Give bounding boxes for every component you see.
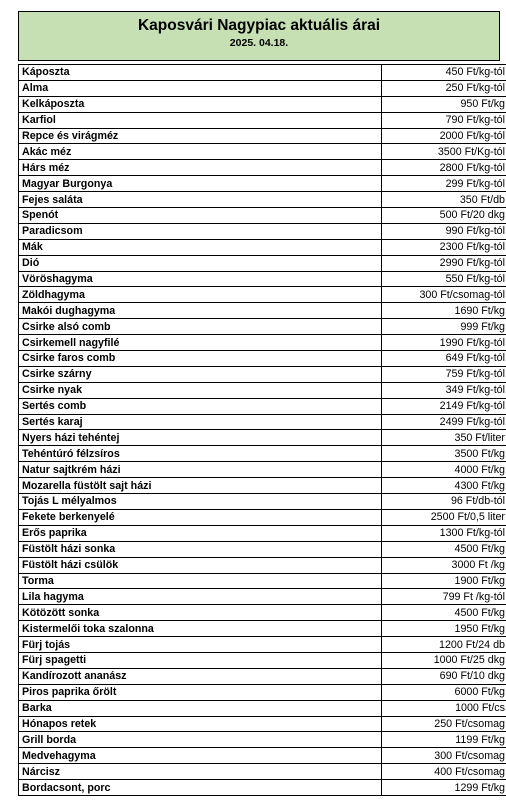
price-table-body <box>19 65 506 796</box>
product-price: 4300 Ft/kg <box>382 478 506 494</box>
product-name: Kandírozott ananász <box>19 668 382 684</box>
product-price: 3500 Ft/Kg-tól <box>382 144 506 160</box>
product-name: Fürj tojás <box>19 637 382 653</box>
product-price: 1199 Ft/kg <box>382 732 506 748</box>
product-price: 1950 Ft/kg <box>382 621 506 637</box>
product-name: Fürj spagetti <box>19 652 382 668</box>
product-name: Mák <box>19 239 382 255</box>
product-price: 4500 Ft/kg <box>382 541 506 557</box>
product-price: 4000 Ft/kg <box>382 462 506 478</box>
table-row <box>19 176 506 192</box>
product-price: 350 Ft/liter <box>382 430 506 446</box>
product-name: Mozarella füstölt sajt házi <box>19 478 382 494</box>
table-row <box>19 764 506 780</box>
table-row <box>19 223 506 239</box>
product-price: 1200 Ft/24 db <box>382 637 506 653</box>
product-price: 6000 Ft/kg <box>382 684 506 700</box>
product-name: Paradicsom <box>19 223 382 239</box>
product-name: Hónapos retek <box>19 716 382 732</box>
price-date: 2025. 04.18. <box>229 37 289 49</box>
product-name: Csirke szárny <box>19 366 382 382</box>
product-price: 299 Ft/kg-tól <box>382 176 506 192</box>
product-price: 3000 Ft /kg <box>382 557 506 573</box>
product-price: 799 Ft /kg-tól <box>382 589 506 605</box>
product-price: 2000 Ft/kg-tól <box>382 128 506 144</box>
table-row <box>19 748 506 764</box>
table-row <box>19 398 506 414</box>
table-row <box>19 351 506 367</box>
table-row <box>19 668 506 684</box>
product-name: Sertés karaj <box>19 414 382 430</box>
product-price: 450 Ft/kg-tól <box>382 65 506 81</box>
page-title: Kaposvári Nagypiac aktuális árai <box>137 17 381 34</box>
table-row <box>19 319 506 335</box>
product-price: 2499 Ft/kg-tól <box>382 414 506 430</box>
product-price: 649 Ft/kg-tól <box>382 351 506 367</box>
product-name: Tehéntúró félzsíros <box>19 446 382 462</box>
product-name: Kelkáposzta <box>19 96 382 112</box>
product-price: 990 Ft/kg-tól <box>382 223 506 239</box>
product-name: Kistermelői toka szalonna <box>19 621 382 637</box>
product-price: 350 Ft/db <box>382 192 506 208</box>
table-row <box>19 144 506 160</box>
table-row <box>19 239 506 255</box>
product-name: Csirke alsó comb <box>19 319 382 335</box>
product-name: Fekete berkenyelé <box>19 509 382 525</box>
table-row <box>19 208 506 224</box>
product-price: 550 Ft/kg-tól <box>382 271 506 287</box>
product-name: Fejes saláta <box>19 192 382 208</box>
product-name: Repce és virágméz <box>19 128 382 144</box>
table-row <box>19 382 506 398</box>
table-row <box>19 525 506 541</box>
table-row <box>19 509 506 525</box>
product-price: 250 Ft/kg-tól <box>382 80 506 96</box>
product-name: Füstölt házi sonka <box>19 541 382 557</box>
product-price: 1299 Ft/kg <box>382 780 506 796</box>
product-name: Zöldhagyma <box>19 287 382 303</box>
table-row <box>19 96 506 112</box>
product-name: Hárs méz <box>19 160 382 176</box>
table-row <box>19 732 506 748</box>
product-name: Vöröshagyma <box>19 271 382 287</box>
table-row <box>19 414 506 430</box>
product-price: 400 Ft/csomag <box>382 764 506 780</box>
table-row <box>19 160 506 176</box>
product-name: Piros paprika őrölt <box>19 684 382 700</box>
product-name: Tojás L mélyalmos <box>19 494 382 510</box>
product-name: Spenót <box>19 208 382 224</box>
table-row <box>19 80 506 96</box>
price-sheet <box>18 11 505 796</box>
product-price: 300 Ft/csomag-tól <box>382 287 506 303</box>
product-name: Káposzta <box>19 65 382 81</box>
table-row <box>19 621 506 637</box>
product-price: 1000 Ft/cs <box>382 700 506 716</box>
table-row <box>19 303 506 319</box>
table-row <box>19 255 506 271</box>
product-name: Alma <box>19 80 382 96</box>
product-name: Grill borda <box>19 732 382 748</box>
product-price: 1000 Ft/25 dkg <box>382 652 506 668</box>
product-name: Kötözött sonka <box>19 605 382 621</box>
product-name: Dió <box>19 255 382 271</box>
table-row <box>19 366 506 382</box>
table-row <box>19 541 506 557</box>
product-price: 349 Ft/kg-tól <box>382 382 506 398</box>
product-price: 759 Ft/kg-tól <box>382 366 506 382</box>
table-row <box>19 684 506 700</box>
product-price: 3500 Ft/kg <box>382 446 506 462</box>
product-price: 96 Ft/db-tól <box>382 494 506 510</box>
product-name: Csirke nyak <box>19 382 382 398</box>
table-row <box>19 271 506 287</box>
product-name: Csirkemell nagyfilé <box>19 335 382 351</box>
product-name: Akác méz <box>19 144 382 160</box>
table-row <box>19 112 506 128</box>
table-row <box>19 430 506 446</box>
product-name: Barka <box>19 700 382 716</box>
table-row <box>19 605 506 621</box>
product-price: 690 Ft/10 dkg <box>382 668 506 684</box>
product-name: Lila hagyma <box>19 589 382 605</box>
table-row <box>19 128 506 144</box>
table-row <box>19 700 506 716</box>
table-row <box>19 652 506 668</box>
table-row <box>19 557 506 573</box>
table-row <box>19 446 506 462</box>
product-name: Natur sajtkrém házi <box>19 462 382 478</box>
table-row <box>19 335 506 351</box>
table-row <box>19 716 506 732</box>
product-price: 2800 Ft/kg-tól <box>382 160 506 176</box>
product-name: Magyar Burgonya <box>19 176 382 192</box>
product-price: 250 Ft/csomag <box>382 716 506 732</box>
product-name: Nárcisz <box>19 764 382 780</box>
table-row <box>19 494 506 510</box>
table-row <box>19 573 506 589</box>
header-panel <box>18 11 500 61</box>
product-price: 790 Ft/kg-tól <box>382 112 506 128</box>
product-name: Medvehagyma <box>19 748 382 764</box>
product-price: 300 Ft/csomag <box>382 748 506 764</box>
product-name: Torma <box>19 573 382 589</box>
product-price: 500 Ft/20 dkg <box>382 208 506 224</box>
table-row <box>19 192 506 208</box>
table-row <box>19 65 506 81</box>
product-name: Makói dughagyma <box>19 303 382 319</box>
product-price: 1690 Ft/kg <box>382 303 506 319</box>
table-row <box>19 589 506 605</box>
product-name: Füstölt házi csülök <box>19 557 382 573</box>
product-price: 950 Ft/kg <box>382 96 506 112</box>
product-price: 999 Ft/kg <box>382 319 506 335</box>
product-price: 1300 Ft/kg-tól <box>382 525 506 541</box>
price-table <box>18 64 506 796</box>
product-price: 2990 Ft/kg-tól <box>382 255 506 271</box>
table-row <box>19 478 506 494</box>
table-row <box>19 462 506 478</box>
product-price: 2500 Ft/0,5 liter <box>382 509 506 525</box>
product-price: 1990 Ft/kg-tól <box>382 335 506 351</box>
product-price: 2149 Ft/kg-tól <box>382 398 506 414</box>
product-price: 2300 Ft/kg-tól <box>382 239 506 255</box>
product-name: Nyers házi tehéntej <box>19 430 382 446</box>
table-row <box>19 287 506 303</box>
product-name: Sertés comb <box>19 398 382 414</box>
product-name: Karfiol <box>19 112 382 128</box>
product-name: Erős paprika <box>19 525 382 541</box>
table-row <box>19 780 506 796</box>
table-row <box>19 637 506 653</box>
product-price: 4500 Ft/kg <box>382 605 506 621</box>
product-price: 1900 Ft/kg <box>382 573 506 589</box>
product-name: Bordacsont, porc <box>19 780 382 796</box>
product-name: Csirke faros comb <box>19 351 382 367</box>
